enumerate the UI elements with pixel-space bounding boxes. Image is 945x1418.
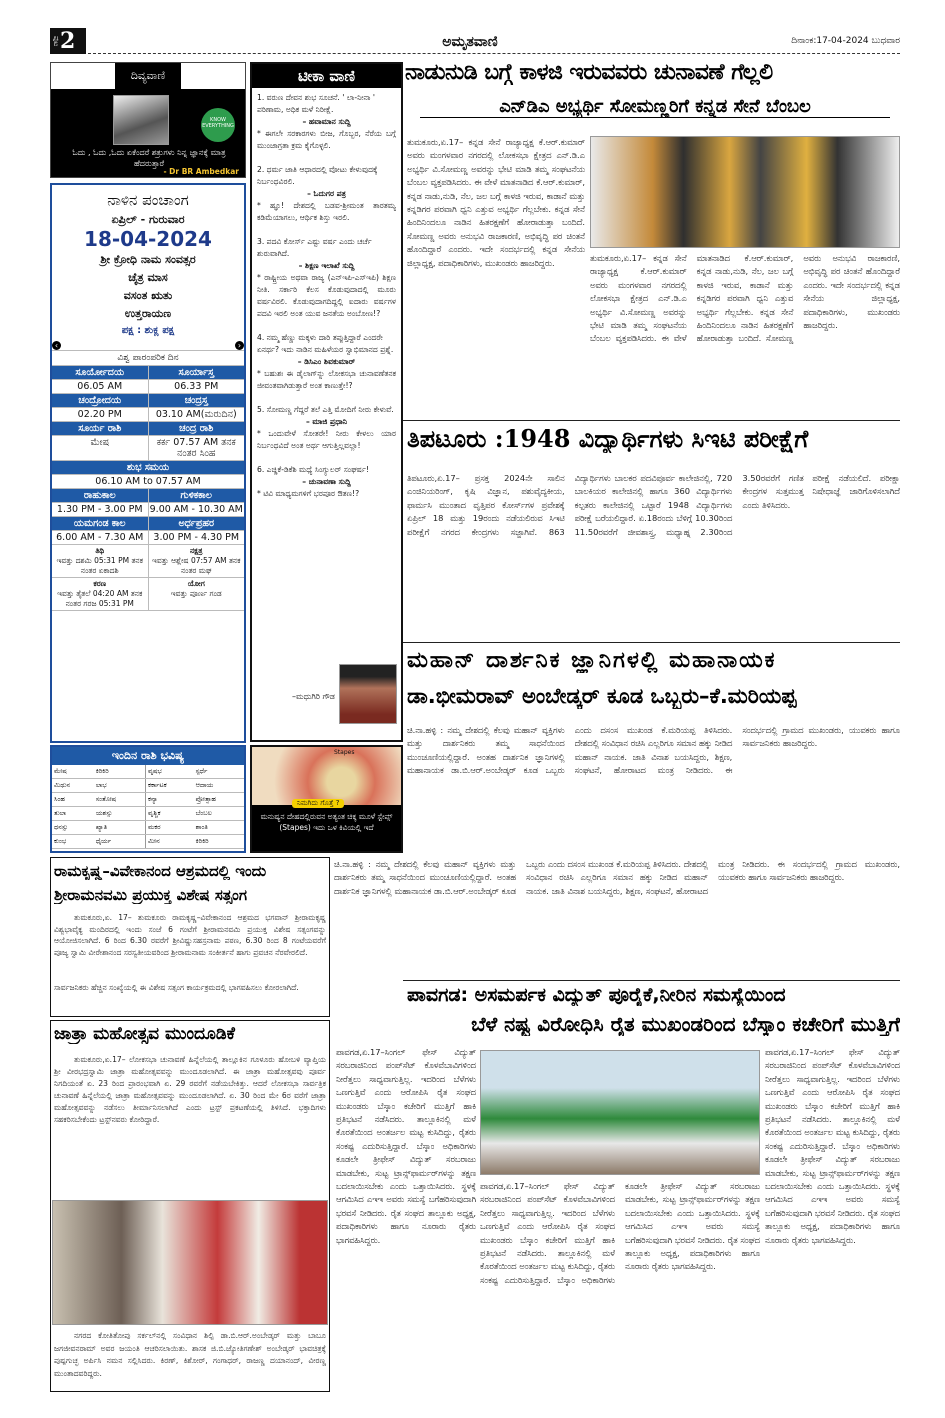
rashi-name: ವೃಷಭ	[146, 765, 194, 779]
fact-box	[250, 745, 403, 853]
article6-photo	[480, 1050, 760, 1175]
article4-body: ತುಮಕೂರು,ಏ. 17– ತುಮಕೂರು ರಾಮಕೃಷ್ಣ–ವಿವೇಕಾನಂದ ಆಶ್ರಮದ ಭಗವಾನ್ ಶ್ರೀರಾಮಕೃಷ್ಣ ವಿಶ್ವಭಾವೈಕ್ಯ ಮಂದಿರದಲ್ಲಿ ಇಂದು ಸಂಜೆ 6 ಗಂಟೆಗೆ ಶ್ರೀರಾಮನವಮಿ ಪ್ರಯುಕ್ತ ವಿಶೇಷ ಸತ್ಸಂಗವನ್ನು ಆಯೋಜಿಸಲಾಗಿದೆ. 6 ರಿಂದ 6.30 ರವರೆಗೆ ಶ್ರೀವಿಷ್ಣುಸಹಸ್ರನಾಮ ಪಠಣ, 6.30 ರಿಂದ 8 ಗಂಟೆಯವರೆಗೆ ಪೂಜ್ಯ ಸ್ವಾಮಿ ವೀರೇಶಾನಂದ ಸರಸ್ವತೀಯವರಿಂದ ಶ್ರೀರಾಮನಾಮ ಸಂಕೀರ್ತನೆ ಹಾಗು ಪ್ರವಚನ ನೆರವೇರಲಿದೆ.	[54, 913, 326, 957]
rashi-name: ಮೀನ	[146, 835, 194, 849]
surya-rashi: ಮೇಷ	[52, 436, 149, 460]
rashi-title: ಇಂದಿನ ರಾಶಿ ಭವಿಷ್ಯ	[52, 747, 244, 765]
prev-arrow-icon[interactable]: ‹	[52, 341, 61, 350]
tika-comment: * ರಾಷ್ಟ್ರೀಯ ಅಥವಾ ರಾಜ್ಯ (ಎನ್‌ಇಪಿ-ಎಸ್‌ಇಪಿ) ಶಿಕ್ಷಣ ನೀತಿ. ಸರ್ಕಾರಿ ಕೆಲಸ ಕೊಡುವುದಾದಲ್ಲಿ ಮೂರು ವರ್ಷವಿರಲಿ. ಕೊಡುವುದಾಗದಿದ್ದಲ್ಲಿ ಐದಾರು ವರ್ಷಗಳ ಪದವಿ ಇರಲಿ ಅಂತ ಯುವ ಜನತೆಯ ಅಂಬೋಣ!?	[257, 273, 396, 318]
article1-photo	[590, 136, 900, 248]
fact-tag: ನಿಮಗಿದು ಗೊತ್ತೆ ?	[292, 799, 344, 808]
sunrise-label: ಸೂರ್ಯೋದಯ	[52, 366, 149, 379]
yoga: ಇವತ್ತು ಪೂರ್ಣ ಗಂಡ	[170, 589, 222, 598]
chandra-rashi-label: ಚಂದ್ರ ರಾಶಿ	[149, 422, 245, 435]
sunset-label: ಸೂರ್ಯಾಸ್ತ	[149, 366, 245, 379]
know-everything-badge: KNOW EVERYTHING	[201, 108, 235, 142]
chandra-rashi: ಕರ್ಕ 07.57 AM ತನಕ ನಂತರ ಸಿಂಹ	[156, 437, 236, 459]
samvatsara: ಶ್ರೀ ಕ್ರೋಧಿ ನಾಮ ಸಂವತ್ಸರ	[100, 253, 196, 266]
rashi-prediction: ಲಾಭ	[94, 779, 146, 793]
rashi-name: ಕನ್ಯಾ	[146, 793, 194, 807]
tika-item	[257, 236, 396, 320]
tika-item	[257, 92, 396, 152]
rashi-prediction: ಸ್ಪರ್ಧೆ	[194, 765, 244, 779]
page-label: ಪುಟ	[52, 35, 60, 47]
tika-author: –ಮಧುಗಿರಿ ಗೌಡ	[292, 692, 335, 701]
article2-headline: ತಿಪಟೂರು :1948 ವಿದ್ಯಾರ್ಥಿಗಳು ಸಿಇಟಿ ಪರೀಕ್ಷೆಗೆ	[407, 424, 809, 453]
tika-item	[257, 332, 396, 392]
divyavani-quote: ಓದು , ಓದು ,ಓದು ಏಕೆಂದರೆ ಶತ್ರುಗಳು ನಿನ್ನ ಜ್ಞಾನಕ್ಕೆ ಮಾತ್ರ ಹೆದರುತ್ತಾರೆ	[72, 148, 226, 168]
rashi-prediction: ಪ್ರೋತ್ಸಾಹ	[194, 793, 244, 807]
moonset-label: ಚಂದ್ರಸ್ತ	[149, 394, 245, 407]
rashi-prediction: ಕಿರಿಕಿರಿ	[194, 835, 244, 849]
rashi-name: ವೃಶ್ಚಿಕ	[146, 807, 194, 821]
divyavani-author: - Dr BR Ambedkar	[163, 167, 239, 176]
article6-body-right: ಪಾವಗಡ,ಏ.17–ಸಿಂಗಲ್ ಫೇಸ್ ವಿದ್ಯುತ್ ಸರಬರಾಜಿನಿಂದ ಪಂಪ್‌ಸೆಟ್ ಕೊಳವೆಬಾವಿಗಳಿಂದ ನೀರೆತ್ತಲು ಸಾಧ್ಯವಾಗುತ್ತಿಲ್ಲ. ಇದರಿಂದ ಬೆಳೆಗಳು ಒಣಗುತ್ತಿವೆ ಎಂದು ಆರೋಪಿಸಿ ರೈತ ಸಂಘದ ಮುಖಂಡರು ಬೆಸ್ಕಾಂ ಕಚೇರಿಗೆ ಮುತ್ತಿಗೆ ಹಾಕಿ ಪ್ರತಿಭಟನೆ ನಡೆಸಿದರು. ತಾಲ್ಲೂಕಿನಲ್ಲಿ ಮಳೆ ಕೊರತೆಯಿಂದ ಅಂತರ್ಜಲ ಮಟ್ಟ ಕುಸಿದಿದ್ದು, ರೈತರು ಸಂಕಷ್ಟ ಎದುರಿಸುತ್ತಿದ್ದಾರೆ. ಬೆಸ್ಕಾಂ ಅಧಿಕಾರಿಗಳು ಕೂಡಲೇ ತ್ರೀಫೇಸ್ ವಿದ್ಯುತ್ ಸರಬರಾಜು ಮಾಡಬೇಕು, ಸುಟ್ಟ ಟ್ರಾನ್ಸ್‌ಫಾರ್ಮರ್‌ಗಳನ್ನು ತಕ್ಷಣ ಬದಲಾಯಿಸಬೇಕು ಎಂದು ಒತ್ತಾಯಿಸಿದರು. ಸ್ಥಳಕ್ಕೆ ಆಗಮಿಸಿದ ಎಇಇ ಅವರು ಸಮಸ್ಯೆ ಬಗೆಹರಿಸುವುದಾಗಿ ಭರವಸೆ ನೀಡಿದರು. ರೈತ ಸಂಘದ ತಾಲ್ಲೂಕು ಅಧ್ಯಕ್ಷ, ಪದಾಧಿಕಾರಿಗಳು ಹಾಗೂ ನೂರಾರು ರೈತರು ಭಾಗವಹಿಸಿದ್ದರು.	[765, 1047, 900, 1245]
article1-subheadline: ಎನ್‌ಡಿಎ ಅಭ್ಯರ್ಥಿ ಸೋಮಣ್ಣರಿಗೆ ಕನ್ನಡ ಸೇನೆ ಬೆಂಬಲ	[420, 96, 890, 118]
rahu-time: 1.30 PM - 3.00 PM	[52, 503, 149, 516]
yama-time: 6.00 AM - 7.30 AM	[52, 531, 149, 544]
tika-source: – ಚುನಾವಣಾ ಸುದ್ದಿ	[302, 477, 351, 486]
rahu-label: ರಾಹುಕಾಲ	[52, 489, 149, 502]
rashi-row	[52, 779, 244, 793]
panchanga-box	[50, 183, 246, 743]
shubha-label: ಶುಭ ಸಮಯ	[52, 461, 244, 474]
rashi-name: ಕುಂಭ	[52, 835, 94, 849]
tika-quote: 5. ಸೋಮಣ್ಣ ಗೆದ್ದರೆ ತಲೆ ಎತ್ತಿ ಮೋದಿಗೆ ನೀರು ಕೇಳುವೆ.	[257, 405, 394, 414]
rashi-name: ಮೇಷ	[52, 765, 94, 779]
article6-headline: ಪಾವಗಡ: ಅಸಮರ್ಪಕ ವಿದ್ಯುತ್ ಪೂರೈಕೆ,ನೀರಿನ ಸಮಸ್ಯೆಯಿಂದ	[407, 984, 786, 1006]
tika-comment: * ಬಹುಶಃ ಈ ಡೈಲಾಗ್‌ನ್ನು ಲೋಕಸಭಾ ಚುನಾವಣೆತನಕ ಜೀವಂತವಾಗಿಡುತ್ತಾರೆ ಅಂತ ಕಾಣುತ್ತೇ!?	[257, 369, 396, 390]
special-day: ವಿಶ್ವ ಪಾರಂಪರಿಕ ದಿನ	[52, 350, 244, 366]
paper-name: ಅಮೃತವಾಣಿ	[442, 34, 498, 50]
nakshatra: ಇವತ್ತು ಆಶ್ಲೇಷ 07:57 AM ತನಕ ನಂತರ ಮಘ	[152, 556, 241, 575]
page-number: 2	[60, 28, 76, 54]
tika-item	[257, 164, 396, 224]
divyavani-box	[50, 62, 246, 178]
rashi-row	[52, 807, 244, 821]
tika-quote: 2. ಧರ್ಮ ಜಾತಿ ಆಧಾರದಲ್ಲಿ ವೋಟು ಕೇಳುವುದಕ್ಕೆ ನಿರ್ಬಂಧವಿರಲಿ.	[257, 165, 378, 186]
tika-vani-title: ಟೀಕಾ ವಾಣಿ	[252, 64, 401, 88]
article4-subheadline: ಶ್ರೀರಾಮನವಮಿ ಪ್ರಯುಕ್ತ ವಿಶೇಷ ಸತ್ಸಂಗ	[54, 886, 247, 904]
tika-source: – ಹವಾಮಾನ ಸುದ್ದಿ	[302, 117, 351, 126]
ambedkar-portrait	[113, 95, 169, 145]
rashi-name: ಮಿಥುನ	[52, 779, 94, 793]
issue-date: ದಿನಾಂಕ:17-04-2024 ಬುಧವಾರ	[791, 36, 900, 46]
article4-headline: ರಾಮಕೃಷ್ಣ–ವಿವೇಕಾನಂದ ಆಶ್ರಮದಲ್ಲಿ ಇಂದು	[54, 862, 267, 880]
rashi-name: ತುಲಾ	[52, 807, 94, 821]
tika-comment: * ಒಂದುವೇಳೆ ಸೋತರೇ! ನೀರು ಕೇಳಲು ಯಾರ ನಿರ್ಬಂಧವಿದೆ ಅಂತ ಅರ್ಥ ಆಗುತ್ತಿಲ್ಲವಲ್ಲಾ!	[257, 429, 396, 450]
panchanga-title: ನಾಳಿನ ಪಂಚಾಂಗ	[107, 191, 189, 209]
tika-source: – ಮಾಜಿ ಪ್ರಧಾನಿ	[305, 417, 348, 426]
tika-quote: 3. ಪದವಿ ಕೋರ್ಸ್ ಎಷ್ಟು ವರ್ಷ ಎಂದು ಚರ್ಚೆ ಶುರುವಾಗಿದೆ.	[257, 237, 372, 258]
yama-label: ಯಮಗಂಡ ಕಾಲ	[52, 517, 149, 530]
rashi-prediction: ಶಾಂತಿ	[194, 821, 244, 835]
article1-headline: ನಾಡುನುಡಿ ಬಗ್ಗೆ ಕಾಳಜಿ ಇರುವವರು ಚುನಾವಣೆ ಗೆಲ್ಲಲಿ	[405, 60, 773, 85]
page-number-box	[50, 28, 86, 54]
rashi-prediction: ಖ್ಯಾತಿ	[94, 821, 146, 835]
rashi-name: ಮಕರ	[146, 821, 194, 835]
moonrise-time: 02.20 PM	[52, 408, 149, 421]
article3-headline: ಮಹಾನ್ ದಾರ್ಶನಿಕ ಜ್ಞಾನಿಗಳಲ್ಲಿ ಮಹಾನಾಯಕ	[407, 648, 777, 673]
shubha-time: 06.10 AM to 07.57 AM	[95, 476, 201, 487]
divyavani-title: ದಿವ್ಯವಾಣಿ	[130, 69, 166, 82]
rashi-prediction: ಬೆಂಬಲ	[194, 807, 244, 821]
tika-comment: * ಟಿವಿ ಮಾಧ್ಯಮಗಳಿಗೆ ಭರಪೂರ ಔತಣ!?	[257, 489, 360, 498]
panchanga-date: 18-04-2024	[84, 227, 212, 251]
moonset-time: 03.10 AM(ಮರುದಿನ)	[155, 409, 237, 420]
article2-body: ತಿಪಟೂರು,ಏ.17– ಪ್ರಸಕ್ತ 2024ನೇ ಸಾಲಿನ ಎಂಜಿನಿಯರಿಂಗ್, ಕೃಷಿ ವಿಜ್ಞಾನ, ಪಶುವೈದ್ಯಕೀಯ, ಫಾರ್ಮಸಿ ಮುಂತಾದ ವೃತ್ತಿಪರ ಕೋರ್ಸ್‌ಗಳ ಪ್ರವೇಶಕ್ಕೆ ಏಪ್ರಿಲ್ 18 ಮತ್ತು 19ರಂದು ನಡೆಯಲಿರುವ ಸಿಇಟಿ ಪರೀಕ್ಷೆಗೆ ನಗರದ ಕೇಂದ್ರಗಳು ಸಜ್ಜಾಗಿವೆ. 863 ವಿದ್ಯಾರ್ಥಿಗಳು ಬಾಲಕರ ಪದವಿಪೂರ್ವ ಕಾಲೇಜಿನಲ್ಲಿ, 720 ಬಾಲಕಿಯರ ಕಾಲೇಜಿನಲ್ಲಿ ಹಾಗೂ 360 ವಿದ್ಯಾರ್ಥಿಗಳು ಕಲ್ಪತರು ಕಾಲೇಜಿನಲ್ಲಿ ಒಟ್ಟಾರೆ 1948 ವಿದ್ಯಾರ್ಥಿಗಳು ಪರೀಕ್ಷೆ ಬರೆಯಲಿದ್ದಾರೆ. ಏ.18ರಂದು ಬೆಳಿಗ್ಗೆ 10.30ರಿಂದ 11.50ರವರೆಗೆ ಜೀವಶಾಸ್ತ್ರ, ಮಧ್ಯಾಹ್ನ 2.30ರಿಂದ 3.50ರವರೆಗೆ ಗಣಿತ ಪರೀಕ್ಷೆ ನಡೆಯಲಿದೆ. ಪರೀಕ್ಷಾ ಕೇಂದ್ರಗಳ ಸುತ್ತಮುತ್ತ ನಿಷೇಧಾಜ್ಞೆ ಜಾರಿಗೊಳಿಸಲಾಗಿದೆ ಎಂದು ತಿಳಿಸಿದರು.	[407, 473, 900, 537]
fact-text: ಮನುಷ್ಯನ ದೇಹದಲ್ಲಿರುವನ ಅತ್ಯಂತ ಚಿಕ್ಕ ಮೂಳೆ ಸ್ಟೇಪ್ಸ್ (Stapes) ಇದು ಒಳ ಕಿವಿಯಲ್ಲಿ ಇದೆ	[260, 812, 393, 832]
rashi-prediction: ಆದಾಯ	[194, 779, 244, 793]
rashi-name: ಧನಸ್ಸು	[52, 821, 94, 835]
tika-quote: 4. ನಮ್ಮ ಹೆಣ್ಣು ಮಕ್ಕಳು ದಾರಿ ತಪ್ಪುತ್ತಿದ್ದಾರೆ ಎಂದರೇ ಏನರ್ಥ? ಇದು ನಾಡಿನ ಮಹಿಳೆಯರ ಸ್ವಾಭಿಮಾನದ ಪ್ರಶ್ನೆ.	[257, 333, 394, 354]
tika-source: – ಓದುಗರ ಪತ್ರ	[307, 189, 346, 198]
tithi: ಇವತ್ತು ದಶಮಿ 05:31 PM ತನಕ ನಂತರ ಏಕಾದಶಿ	[56, 556, 143, 575]
article5-photo	[52, 1200, 328, 1325]
rashi-table	[52, 765, 244, 849]
karana-label: ಕರಣ	[93, 579, 107, 588]
paksha: ಪಕ್ಷ : ಶುಕ್ಲ ಪಕ್ಷ	[121, 325, 175, 336]
article5-headline: ಜಾತ್ರಾ ಮಹೋತ್ಸವ ಮುಂದೂಡಿಕೆ	[54, 1024, 235, 1044]
rashi-name: ಕರ್ಕಾಟಕ	[146, 779, 194, 793]
moonrise-label: ಚಂದ್ರೋದಯ	[52, 394, 149, 407]
article6-body-cont: ಪಾವಗಡ,ಏ.17–ಸಿಂಗಲ್ ಫೇಸ್ ವಿದ್ಯುತ್ ಸರಬರಾಜಿನಿಂದ ಪಂಪ್‌ಸೆಟ್ ಕೊಳವೆಬಾವಿಗಳಿಂದ ನೀರೆತ್ತಲು ಸಾಧ್ಯವಾಗುತ್ತಿಲ್ಲ. ಇದರಿಂದ ಬೆಳೆಗಳು ಒಣಗುತ್ತಿವೆ ಎಂದು ಆರೋಪಿಸಿ ರೈತ ಸಂಘದ ಮುಖಂಡರು ಬೆಸ್ಕಾಂ ಕಚೇರಿಗೆ ಮುತ್ತಿಗೆ ಹಾಕಿ ಪ್ರತಿಭಟನೆ ನಡೆಸಿದರು. ತಾಲ್ಲೂಕಿನಲ್ಲಿ ಮಳೆ ಕೊರತೆಯಿಂದ ಅಂತರ್ಜಲ ಮಟ್ಟ ಕುಸಿದಿದ್ದು, ರೈತರು ಸಂಕಷ್ಟ ಎದುರಿಸುತ್ತಿದ್ದಾರೆ. ಬೆಸ್ಕಾಂ ಅಧಿಕಾರಿಗಳು ಕೂಡಲೇ ತ್ರೀಫೇಸ್ ವಿದ್ಯುತ್ ಸರಬರಾಜು ಮಾಡಬೇಕು, ಸುಟ್ಟ ಟ್ರಾನ್ಸ್‌ಫಾರ್ಮರ್‌ಗಳನ್ನು ತಕ್ಷಣ ಬದಲಾಯಿಸಬೇಕು ಎಂದು ಒತ್ತಾಯಿಸಿದರು. ಸ್ಥಳಕ್ಕೆ ಆಗಮಿಸಿದ ಎಇಇ ಅವರು ಸಮಸ್ಯೆ ಬಗೆಹರಿಸುವುದಾಗಿ ಭರವಸೆ ನೀಡಿದರು. ರೈತ ಸಂಘದ ತಾಲ್ಲೂಕು ಅಧ್ಯಕ್ಷ, ಪದಾಧಿಕಾರಿಗಳು ಹಾಗೂ ನೂರಾರು ರೈತರು ಭಾಗವಹಿಸಿದ್ದರು.	[480, 1181, 760, 1285]
header-divider	[88, 53, 900, 54]
rashi-prediction: ಕಿರಿಕಿರಿ	[94, 765, 146, 779]
article1-body-cont: ತುಮಕೂರು,ಏ.17– ಕನ್ನಡ ಸೇನೆ ರಾಜ್ಯಾಧ್ಯಕ್ಷ ಕೆ.ಆರ್.ಕುಮಾರ್ ಅವರು ಮಂಗಳವಾರ ನಗರದಲ್ಲಿ ಲೋಕಸಭಾ ಕ್ಷೇತ್ರದ ಎನ್.ಡಿ.ಎ ಅಭ್ಯರ್ಥಿ ವಿ.ಸೋಮಣ್ಣ ಅವರನ್ನು ಭೇಟಿ ಮಾಡಿ ತಮ್ಮ ಸಂಘಟನೆಯ ಬೆಂಬಲ ವ್ಯಕ್ತಪಡಿಸಿದರು. ಈ ವೇಳೆ ಮಾತನಾಡಿದ ಕೆ.ಆರ್.ಕುಮಾರ್, ಕನ್ನಡ ನಾಡು,ನುಡಿ, ನೆಲ, ಜಲ ಬಗ್ಗೆ ಕಾಳಜಿ ಇರುವ, ಕಾಡಾನೆ ಮತ್ತು ಕನ್ನಡಿಗರ ಪರವಾಗಿ ಧ್ವನಿ ಎತ್ತುವ ಅಭ್ಯರ್ಥಿ ಗೆಲ್ಲಬೇಕು. ಕನ್ನಡ ಸೇನೆ ಹಿಂದಿನಿಂದಲೂ ನಾಡಿನ ಹಿತರಕ್ಷಣೆಗೆ ಹೋರಾಡುತ್ತಾ ಬಂದಿದೆ. ಸೋಮಣ್ಣ ಅವರು ಅನುಭವಿ ರಾಜಕಾರಣಿ, ಅಭಿವೃದ್ಧಿ ಪರ ಚಿಂತನೆ ಹೊಂದಿದ್ದಾರೆ ಎಂದರು. ಇದೇ ಸಂದರ್ಭದಲ್ಲಿ ಕನ್ನಡ ಸೇನೆಯ ಜಿಲ್ಲಾಧ್ಯಕ್ಷ, ಪದಾಧಿಕಾರಿಗಳು, ಮುಖಂಡರು ಹಾಜರಿದ್ದರು.	[590, 253, 900, 344]
ritu: ವಸಂತ ಋತು	[123, 289, 173, 302]
rashi-prediction: ಸಂತೋಷ	[94, 793, 146, 807]
article1-body: ತುಮಕೂರು,ಏ.17– ಕನ್ನಡ ಸೇನೆ ರಾಜ್ಯಾಧ್ಯಕ್ಷ ಕೆ.ಆರ್.ಕುಮಾರ್ ಅವರು ಮಂಗಳವಾರ ನಗರದಲ್ಲಿ ಲೋಕಸಭಾ ಕ್ಷೇತ್ರದ ಎನ್.ಡಿ.ಎ ಅಭ್ಯರ್ಥಿ ವಿ.ಸೋಮಣ್ಣ ಅವರನ್ನು ಭೇಟಿ ಮಾಡಿ ತಮ್ಮ ಸಂಘಟನೆಯ ಬೆಂಬಲ ವ್ಯಕ್ತಪಡಿಸಿದರು. ಈ ವೇಳೆ ಮಾತನಾಡಿದ ಕೆ.ಆರ್.ಕುಮಾರ್, ಕನ್ನಡ ನಾಡು,ನುಡಿ, ನೆಲ, ಜಲ ಬಗ್ಗೆ ಕಾಳಜಿ ಇರುವ, ಕಾಡಾನೆ ಮತ್ತು ಕನ್ನಡಿಗರ ಪರವಾಗಿ ಧ್ವನಿ ಎತ್ತುವ ಅಭ್ಯರ್ಥಿ ಗೆಲ್ಲಬೇಕು. ಕನ್ನಡ ಸೇನೆ ಹಿಂದಿನಿಂದಲೂ ನಾಡಿನ ಹಿತರಕ್ಷಣೆಗೆ ಹೋರಾಡುತ್ತಾ ಬಂದಿದೆ. ಸೋಮಣ್ಣ ಅವರು ಅನುಭವಿ ರಾಜಕಾರಣಿ, ಅಭಿವೃದ್ಧಿ ಪರ ಚಿಂತನೆ ಹೊಂದಿದ್ದಾರೆ ಎಂದರು. ಇದೇ ಸಂದರ್ಭದಲ್ಲಿ ಕನ್ನಡ ಸೇನೆಯ ಜಿಲ್ಲಾಧ್ಯಕ್ಷ, ಪದಾಧಿಕಾರಿಗಳು, ಮುಖಂಡರು ಹಾಜರಿದ್ದರು.	[407, 137, 585, 268]
article3-subheadline: ಡಾ.ಭೀಮರಾವ್ ಅಂಬೇಡ್ಕರ್ ಕೂಡ ಒಬ್ಬರು–ಕೆ.ಮರಿಯಪ್ಪ	[407, 684, 797, 708]
rashi-row	[52, 765, 244, 779]
ardha-label: ಅರ್ಧಪ್ರಹರ	[149, 517, 245, 530]
article4-body-2: ಸಾರ್ವಜನಿಕರು ಹೆಚ್ಚಿನ ಸಂಖ್ಯೆಯಲ್ಲಿ ಈ ವಿಶೇಷ ಸತ್ಸಂಗ ಕಾರ್ಯಕ್ರಮದಲ್ಲಿ ಭಾಗವಹಿಸಲು ಕೋರಲಾಗಿದೆ.	[54, 983, 299, 992]
tika-source: – ಡಿಸಿಎಂ ಶಿವಕುಮಾರ್	[297, 357, 356, 366]
tika-comment: * ಈಗಲೇ ಸರಕಾರಗಳು ಬೀಜ, ಗೊಬ್ಬರ, ನೆರೆಯ ಬಗ್ಗೆ ಮುಂಜಾಗ್ರತಾ ಕ್ರಮ ಕೈಗೊಳ್ಳಲಿ.	[257, 129, 396, 150]
rashi-box	[50, 745, 246, 853]
sunrise-time: 06.05 AM	[52, 380, 149, 393]
masa: ಚೈತ್ರ ಮಾಸ	[128, 271, 168, 284]
rashi-name: ಸಿಂಹ	[52, 793, 94, 807]
ardha-time: 3.00 PM - 4.30 PM	[153, 532, 240, 543]
tika-source: – ಶಿಕ್ಷಣ ಇಲಾಖೆ ಸುದ್ದಿ	[298, 261, 355, 270]
stapes-label: Stapes	[334, 749, 355, 756]
rashi-prediction: ಯಶಸ್ಸು	[94, 807, 146, 821]
rashi-prediction: ಧೈರ್ಯ	[94, 835, 146, 849]
rashi-row	[52, 821, 244, 835]
yoga-label: ಯೋಗ	[187, 579, 205, 588]
karana: ಇವತ್ತು ತೈತಲೆ 04:20 AM ತನಕ ನಂತರ ಗರಜ 05:31 PM	[57, 589, 143, 608]
panchanga-month-day: ಏಪ್ರಿಲ್ - ಗುರುವಾರ	[111, 213, 185, 226]
gulika-label: ಗುಳಿಕಕಾಲ	[149, 489, 245, 502]
tika-item	[257, 464, 396, 500]
nakshatra-label: ನಕ್ಷತ್ರ	[189, 546, 203, 555]
surya-rashi-label: ಸೂರ್ಯ ರಾಶಿ	[52, 422, 149, 435]
article3-body: ಚಿ.ನಾ.ಹಳ್ಳಿ : ನಮ್ಮ ದೇಶದಲ್ಲಿ ಕೆಲವು ಮಹಾನ್ ವ್ಯಕ್ತಿಗಳು ಮತ್ತು ದಾರ್ಶನಿಕರು ತಮ್ಮ ಸಾಧನೆಯಿಂದ ಮುಂಚೂಣಿಯಲ್ಲಿದ್ದಾರೆ. ಅಂತಹ ದಾರ್ಶನಿಕ ಜ್ಞಾನಿಗಳಲ್ಲಿ ಮಹಾನಾಯಕ ಡಾ.ಬಿ.ಆರ್.ಅಂಬೇಡ್ಕರ್ ಕೂಡ ಒಬ್ಬರು ಎಂದು ದಸಂಸ ಮುಖಂಡ ಕೆ.ಮರಿಯಪ್ಪ ತಿಳಿಸಿದರು. ದೇಶದಲ್ಲಿ ಸಂವಿಧಾನ ರಚಿಸಿ ಎಲ್ಲರಿಗೂ ಸಮಾನ ಹಕ್ಕು ನೀಡಿದ ಮಹಾನ್ ನಾಯಕ. ಜಾತಿ ವಿನಾಶ ಬಯಸಿದ್ದರು, ಶಿಕ್ಷಣ, ಸಂಘಟನೆ, ಹೋರಾಟದ ಮಂತ್ರ ನೀಡಿದರು. ಈ ಸಂದರ್ಭದಲ್ಲಿ ಗ್ರಾಮದ ಮುಖಂಡರು, ಯುವಕರು ಹಾಗೂ ಸಾರ್ವಜನಿಕರು ಹಾಜರಿದ್ದರು.	[407, 725, 900, 776]
stapes-illustration	[252, 747, 401, 805]
tika-quote: 6. ಎಚ್ಡಿಕೆ-ಡಿಕೆಶಿ ಮಧ್ಯೆ ಸಿಂಗ್ಯುಲರ್ ಸಂಘರ್ಷ!	[257, 465, 369, 474]
author-photo	[339, 664, 397, 724]
tika-comment: * ಹ್ಞೂ! ದೇಶದಲ್ಲಿ ಬಡವ-ಶ್ರೀಮಂತ ತಾರತಮ್ಯ ಕಡಿಮೆಯಾಗಲು, ಆರ್ಥಿಕ ಶಿಸ್ತು ಇರಲಿ.	[257, 201, 396, 222]
tika-vani-box	[250, 62, 403, 742]
rashi-row	[52, 793, 244, 807]
article3-body-cont: ಚಿ.ನಾ.ಹಳ್ಳಿ : ನಮ್ಮ ದೇಶದಲ್ಲಿ ಕೆಲವು ಮಹಾನ್ ವ್ಯಕ್ತಿಗಳು ಮತ್ತು ದಾರ್ಶನಿಕರು ತಮ್ಮ ಸಾಧನೆಯಿಂದ ಮುಂಚೂಣಿಯಲ್ಲಿದ್ದಾರೆ. ಅಂತಹ ದಾರ್ಶನಿಕ ಜ್ಞಾನಿಗಳಲ್ಲಿ ಮಹಾನಾಯಕ ಡಾ.ಬಿ.ಆರ್.ಅಂಬೇಡ್ಕರ್ ಕೂಡ ಒಬ್ಬರು ಎಂದು ದಸಂಸ ಮುಖಂಡ ಕೆ.ಮರಿಯಪ್ಪ ತಿಳಿಸಿದರು. ದೇಶದಲ್ಲಿ ಸಂವಿಧಾನ ರಚಿಸಿ ಎಲ್ಲರಿಗೂ ಸಮಾನ ಹಕ್ಕು ನೀಡಿದ ಮಹಾನ್ ನಾಯಕ. ಜಾತಿ ವಿನಾಶ ಬಯಸಿದ್ದರು, ಶಿಕ್ಷಣ, ಸಂಘಟನೆ, ಹೋರಾಟದ ಮಂತ್ರ ನೀಡಿದರು. ಈ ಸಂದರ್ಭದಲ್ಲಿ ಗ್ರಾಮದ ಮುಖಂಡರು, ಯುವಕರು ಹಾಗೂ ಸಾರ್ವಜನಿಕರು ಹಾಜರಿದ್ದರು.	[334, 859, 900, 896]
gulika-time: 9.00 AM - 10.30 AM	[149, 504, 243, 515]
tithi-label: ತಿಥಿ	[95, 546, 105, 555]
rashi-row	[52, 835, 244, 849]
article5-body: ತುಮಕೂರು,ಏ.17– ಲೋಕಸಭಾ ಚುನಾವಣೆ ಹಿನ್ನೆಲೆಯಲ್ಲಿ ತಾಲ್ಲೂಕಿನ ಗೂಳೂರು ಹೋಬಳಿ ವ್ಯಾಪ್ತಿಯ ಶ್ರೀ ವೀರಭದ್ರಸ್ವಾಮಿ ಜಾತ್ರಾ ಮಹೋತ್ಸವವನ್ನು ಮುಂದೂಡಲಾಗಿದೆ. ಈ ಜಾತ್ರಾ ಮಹೋತ್ಸವವು ಪೂರ್ವ ನಿಗದಿಯಂತೆ ಏ. 23 ರಿಂದ ಪ್ರಾರಂಭವಾಗಿ ಏ. 29 ರವರೆಗೆ ನಡೆಯಬೇಕಿತ್ತು. ಆದರೆ ಲೋಕಸಭಾ ಸಾರ್ವತ್ರಿಕ ಚುನಾವಣೆ ಹಿನ್ನೆಲೆಯಲ್ಲಿ ಜಾತ್ರಾ ಮಹೋತ್ಸವವನ್ನು ಮುಂದೂಡಲಾಗಿದೆ. ಏ. 30 ರಿಂದ ಮೇ 6ರ ವರೆಗೆ ಜಾತ್ರಾ ಮಹೋತ್ಸವವನ್ನು ನಡೆಸಲು ತೀರ್ಮಾನಿಸಲಾಗಿದೆ ಎಂದು ಟ್ರಸ್ಟ್ ಪ್ರಕಟಣೆಯಲ್ಲಿ ತಿಳಿಸಿದೆ. ಭಕ್ತಾದಿಗಳು ಸಹಕರಿಸಬೇಕೆಂದು ಟ್ರಸ್ಟ್‌ನವರು ಕೋರಿದ್ದಾರೆ.	[54, 1055, 326, 1124]
ayana: ಉತ್ತರಾಯಣ	[124, 307, 172, 320]
tika-quote: 1. ವರುಣ ದೇವನ ಶುಭ ಸೂಚನೆ. ' ಲಾ-ನೀನಾ ' ಪರಿಣಾಮ, ಅಧಿಕ ಮಳೆ ನಿರೀಕ್ಷೆ.	[257, 93, 375, 114]
article6-body: ಪಾವಗಡ,ಏ.17–ಸಿಂಗಲ್ ಫೇಸ್ ವಿದ್ಯುತ್ ಸರಬರಾಜಿನಿಂದ ಪಂಪ್‌ಸೆಟ್ ಕೊಳವೆಬಾವಿಗಳಿಂದ ನೀರೆತ್ತಲು ಸಾಧ್ಯವಾಗುತ್ತಿಲ್ಲ. ಇದರಿಂದ ಬೆಳೆಗಳು ಒಣಗುತ್ತಿವೆ ಎಂದು ಆರೋಪಿಸಿ ರೈತ ಸಂಘದ ಮುಖಂಡರು ಬೆಸ್ಕಾಂ ಕಚೇರಿಗೆ ಮುತ್ತಿಗೆ ಹಾಕಿ ಪ್ರತಿಭಟನೆ ನಡೆಸಿದರು. ತಾಲ್ಲೂಕಿನಲ್ಲಿ ಮಳೆ ಕೊರತೆಯಿಂದ ಅಂತರ್ಜಲ ಮಟ್ಟ ಕುಸಿದಿದ್ದು, ರೈತರು ಸಂಕಷ್ಟ ಎದುರಿಸುತ್ತಿದ್ದಾರೆ. ಬೆಸ್ಕಾಂ ಅಧಿಕಾರಿಗಳು ಕೂಡಲೇ ತ್ರೀಫೇಸ್ ವಿದ್ಯುತ್ ಸರಬರಾಜು ಮಾಡಬೇಕು, ಸುಟ್ಟ ಟ್ರಾನ್ಸ್‌ಫಾರ್ಮರ್‌ಗಳನ್ನು ತಕ್ಷಣ ಬದಲಾಯಿಸಬೇಕು ಎಂದು ಒತ್ತಾಯಿಸಿದರು. ಸ್ಥಳಕ್ಕೆ ಆಗಮಿಸಿದ ಎಇಇ ಅವರು ಸಮಸ್ಯೆ ಬಗೆಹರಿಸುವುದಾಗಿ ಭರವಸೆ ನೀಡಿದರು. ರೈತ ಸಂಘದ ತಾಲ್ಲೂಕು ಅಧ್ಯಕ್ಷ, ಪದಾಧಿಕಾರಿಗಳು ಹಾಗೂ ನೂರಾರು ರೈತರು ಭಾಗವಹಿಸಿದ್ದರು.	[336, 1047, 476, 1245]
next-arrow-icon[interactable]: ›	[235, 341, 244, 350]
article5-caption: ನಗರದ ಕೋತಿತೋಪು ಸರ್ಕಲ್‌ನಲ್ಲಿ ಸಂವಿಧಾನ ಶಿಲ್ಪಿ ಡಾ.ಬಿ.ಆರ್.ಅಂಬೇಡ್ಕರ್ ಮತ್ತು ಬಾಬೂ ಜಗಜೀವನರಾಮ್ ಅವರ ಜಯಂತಿ ಆಚರಿಸಲಾಯಿತು. ಶಾಸಕ ಜಿ.ಬಿ.ಜ್ಯೋತಿಗಣೇಶ್ ಅಂಬೇಡ್ಕರ್ ಭಾವಚಿತ್ರಕ್ಕೆ ಪುಷ್ಪಗುಚ್ಛ ಅರ್ಪಿಸಿ ನಮನ ಸಲ್ಲಿಸಿದರು. ಕಿರಣ್, ಕಿಶೋರ್, ಗಂಗಾಧರ್, ರಾಜಣ್ಣ ದಯಾನಂದ್, ವೀರಣ್ಣ ಮುಂತಾದವರಿದ್ದರು.	[54, 1331, 326, 1378]
sunset-time: 06.33 PM	[174, 381, 219, 392]
tika-item	[257, 404, 396, 452]
article6-subheadline: ಬೆಳೆ ನಷ್ಟ ವಿರೋಧಿಸಿ ರೈತ ಮುಖಂಡರಿಂದ ಬೆಸ್ಕಾಂ ಕಚೇರಿಗೆ ಮುತ್ತಿಗೆ	[471, 1012, 900, 1036]
